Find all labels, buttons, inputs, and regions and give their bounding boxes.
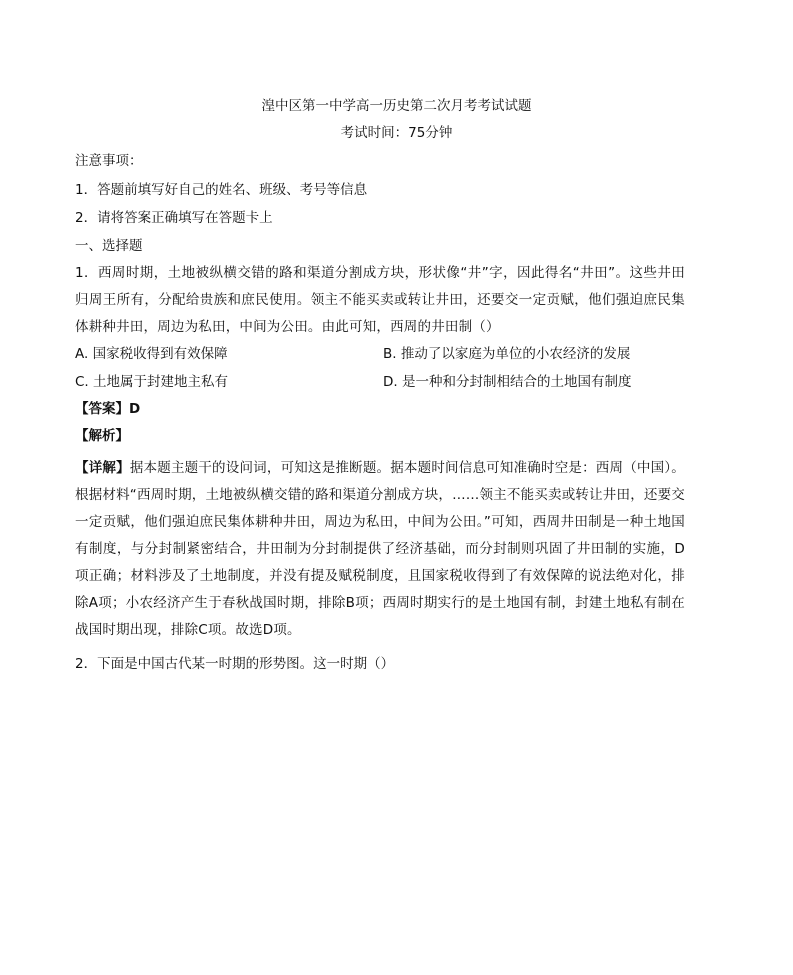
question-1-option-c: C. 土地属于封建地主私有: [75, 374, 229, 390]
answer-value: D: [129, 401, 141, 417]
note-item-1: 1．答题前填写好自己的姓名、班级、考号等信息: [75, 182, 368, 198]
question-2-stem: 2．下面是中国古代某一时期的形势图。这一时期（）: [75, 656, 395, 672]
section-heading: 一、选择题: [75, 238, 143, 254]
detail-text: 据本题主题干的设问词，可知这是推断题。据本题时间信息可知准确时空是：西周（中国）。根据材料“西周时期，土地被纵横交错的路和渠道分割成方块，……领主不能买卖或转让井田，还要交一定贡赋，他们强迫庶民集体耕种井田，周边为私田，中间为公田。”可知，西周井田制是一种土地国有制度，与分封制紧密结合，井田制为分封制提供了经济基础，而分封制则巩固了井田制的实施，D项正确；材料涉及了土地制度，并没有提及赋税制度，且国家税收得到了有效保障的说法绝对化，排除A项；小农经济产生于春秋战国时期，排除B项；西周时期实行的是土地国有制，封建土地私有制在战国时期出现，排除C项。故选D项。: [75, 460, 685, 638]
question-1-stem: 1．西周时期，土地被纵横交错的路和渠道分割成方块，形状像“井”字，因此得名“井田”。这些井田归周王所有，分配给贵族和庶民使用。领主不能买卖或转让井田，还要交一定贡赋，他们强迫庶民集体耕种井田，周边为私田，中间为公田。由此可知，西周的井田制（）: [75, 265, 685, 335]
notes-heading: 注意事项：: [75, 153, 143, 169]
document-title: 湟中区第一中学高一历史第二次月考考试试题: [261, 98, 532, 114]
detail-label: 【详解】: [75, 460, 130, 476]
question-1-option-a: A. 国家税收得到有效保障: [75, 346, 228, 362]
question-1-option-b: B. 推动了以家庭为单位的小农经济的发展: [383, 346, 631, 362]
question-1-option-d: D. 是一种和分封制相结合的土地国有制度: [383, 374, 632, 390]
detail-paragraph: [75, 455, 685, 644]
analysis-label: 【解析】: [75, 428, 129, 444]
answer-label: 【答案】: [75, 401, 129, 417]
answer-line: [75, 399, 140, 419]
exam-time: 考试时间：75分钟: [340, 125, 453, 141]
note-item-2: 2．请将答案正确填写在答题卡上: [75, 210, 273, 226]
